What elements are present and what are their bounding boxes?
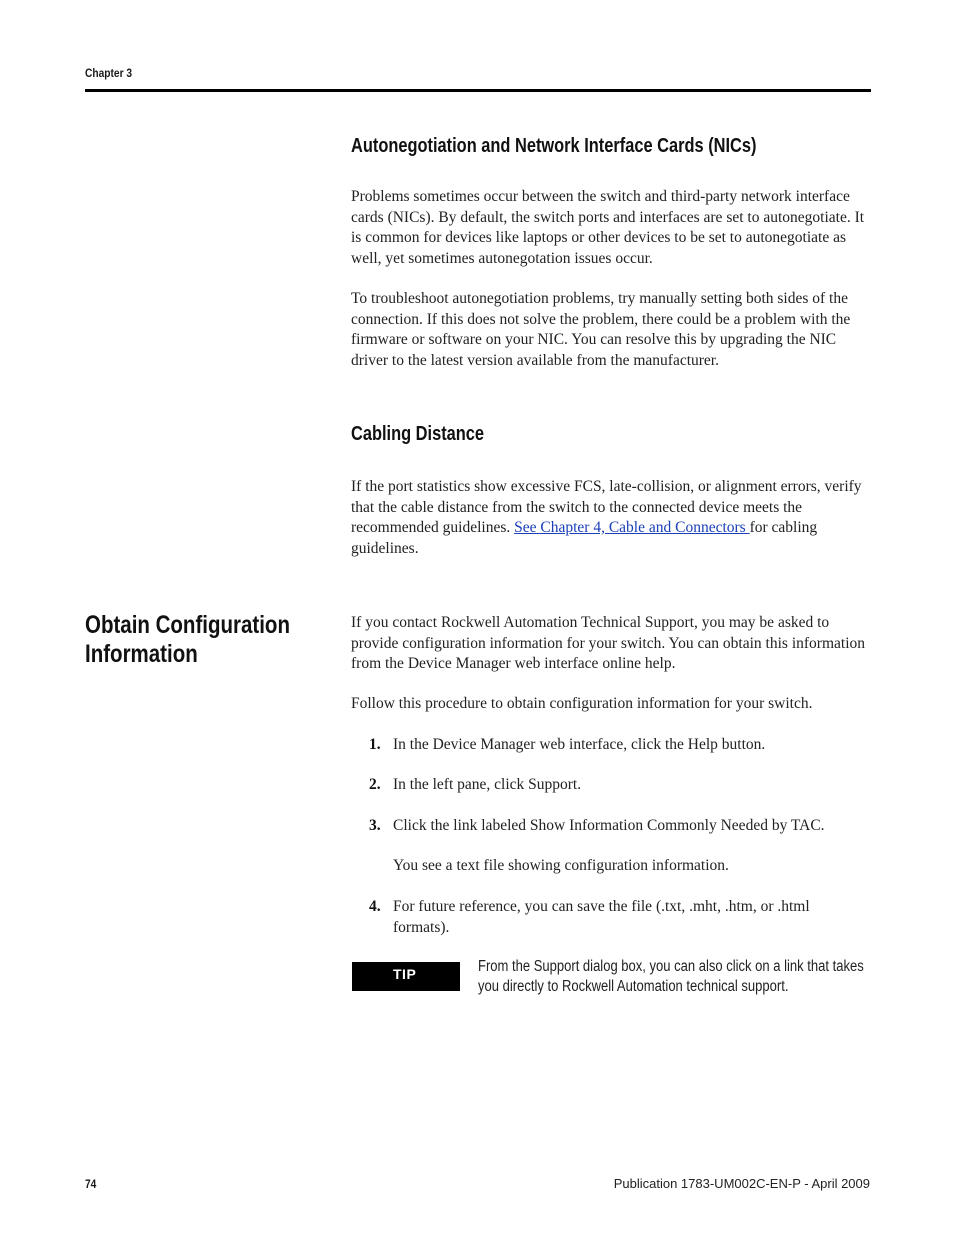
step-number-1: 1. xyxy=(369,736,381,753)
paragraph-obtain-1: If you contact Rockwell Automation Technical Support, you may be asked to provide configuration information for your switch. You can obtain this information from the Device Manager web interface online help. xyxy=(351,614,865,672)
header-rule xyxy=(85,89,871,92)
step-text-1: In the Device Manager web interface, click the Help button. xyxy=(393,736,766,753)
cabling-text-start: If the port statistics show excessive FCS, late-collision, or alignment errors, verify that the cable distance from the switch to the connected device meets the recommended guidelines. xyxy=(351,478,862,536)
step-3-result: You see a text file showing configuration information. xyxy=(393,857,729,874)
heading-cabling-distance: Cabling Distance xyxy=(351,423,485,445)
heading-autonegotiation: Autonegotiation and Network Interface Cards (NICs) xyxy=(351,135,757,157)
paragraph-obtain-2: Follow this procedure to obtain configuration information for your switch. xyxy=(351,695,813,712)
page-number: 74 xyxy=(85,1177,97,1191)
chapter-4-link[interactable]: See Chapter 4, Cable and Connectors xyxy=(514,519,750,536)
heading-obtain-configuration: Obtain Configuration Information xyxy=(85,611,290,668)
tip-text: From the Support dialog box, you can also click on a link that takes you directly to Rockwell Automation technical support. xyxy=(478,958,864,995)
paragraph-autoneg-1: Problems sometimes occur between the switch and third-party network interface cards (NICs). By default, the switch ports and interfaces are set to autonegotiate. It is common for devices like laptops or other devices to be set to autonegotiate as well, yet sometimes autonegotation issues occur. xyxy=(351,188,865,267)
step-text-4: For future reference, you can save the file (.txt, .mht, .htm, or .html formats). xyxy=(393,898,810,936)
step-text-3: Click the link labeled Show Information Commonly Needed by TAC. xyxy=(393,817,825,834)
publication-info: Publication 1783-UM002C-EN-P - April 2009 xyxy=(613,1176,870,1191)
step-text-2: In the left pane, click Support. xyxy=(393,776,582,793)
cabling-text-end: for cabling guidelines. xyxy=(351,519,818,557)
chapter-label: Chapter 3 xyxy=(85,66,133,80)
step-number-4: 4. xyxy=(369,898,381,915)
step-number-2: 2. xyxy=(369,776,381,793)
paragraph-autoneg-2: To troubleshoot autonegotiation problems, try manually setting both sides of the connection. If this does not solve the problem, there could be a problem with the firmware or software on your NIC. You can resolve this by upgrading the NIC driver to the latest version available from the manufacturer. xyxy=(351,290,851,369)
tip-badge: TIP xyxy=(352,962,460,991)
step-number-3: 3. xyxy=(369,817,381,834)
paragraph-cabling xyxy=(351,477,873,559)
